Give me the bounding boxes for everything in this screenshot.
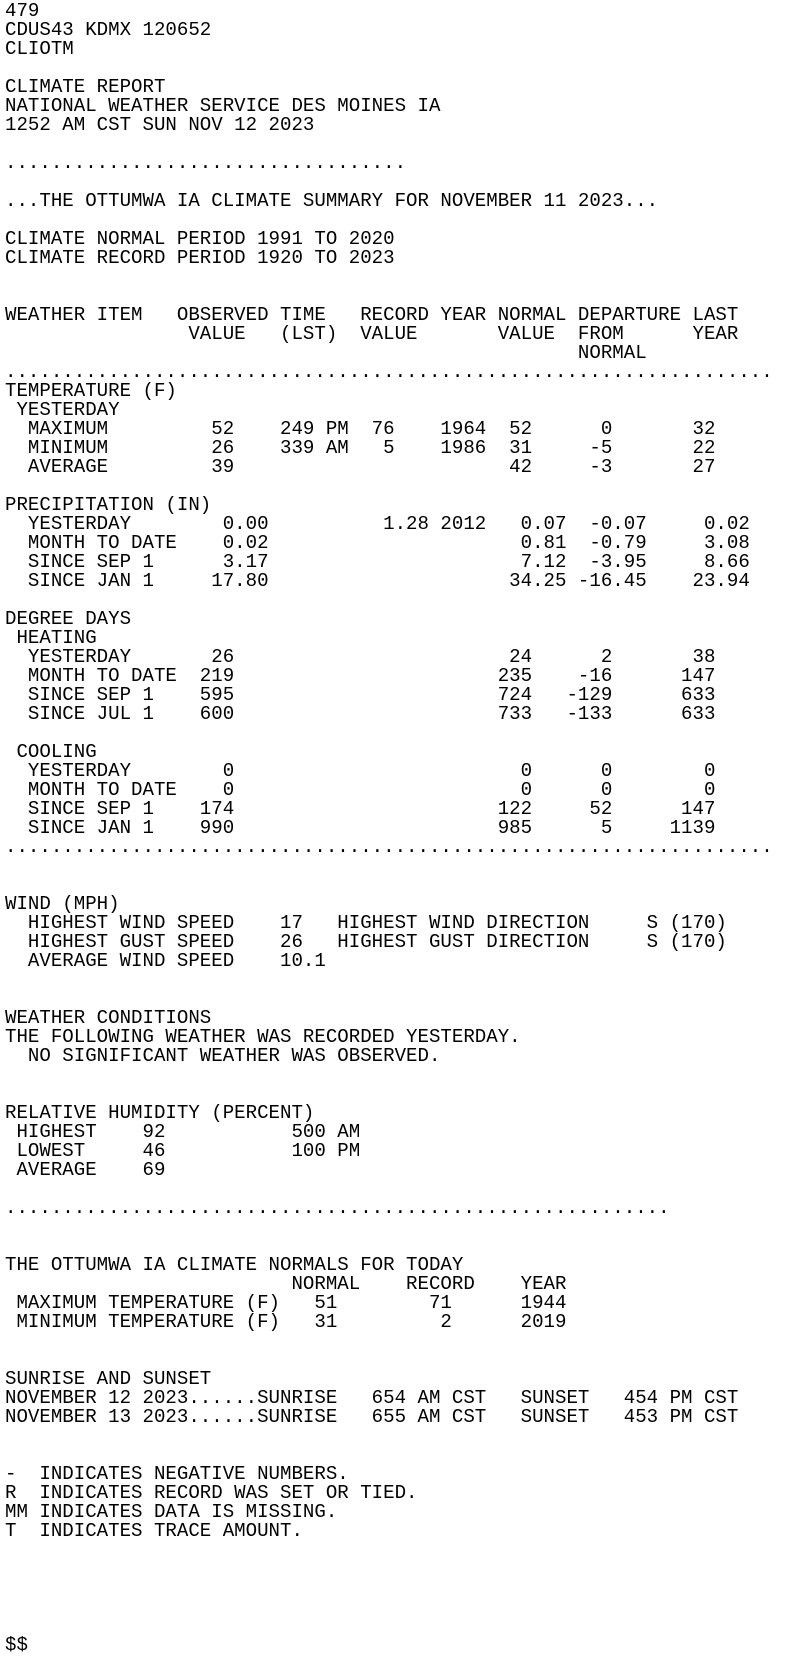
report-line: MM INDICATES DATA IS MISSING. bbox=[5, 1501, 338, 1523]
report-line: DEGREE DAYS bbox=[5, 608, 132, 630]
report-line: MONTH TO DATE 0 0 0 0 bbox=[5, 779, 716, 801]
report-line bbox=[5, 971, 805, 990]
report-line bbox=[5, 876, 805, 895]
report-line: ...THE OTTUMWA IA CLIMATE SUMMARY FOR NOVEMBER 11 2023... bbox=[5, 190, 659, 212]
report-line: .......................................................... bbox=[5, 1197, 670, 1219]
report-line: AVERAGE WIND SPEED 10.1 bbox=[5, 950, 326, 972]
report-line: SINCE JAN 1 17.80 34.25 -16.45 23.94 bbox=[5, 570, 750, 592]
report-line bbox=[5, 1560, 805, 1579]
report-line: CDUS43 KDMX 120652 bbox=[5, 19, 212, 41]
report-line: TEMPERATURE (F) bbox=[5, 380, 177, 402]
report-line: HEATING bbox=[5, 627, 97, 649]
report-line: 479 bbox=[5, 0, 40, 22]
report-line bbox=[5, 724, 805, 743]
report-line: AVERAGE 69 bbox=[5, 1159, 166, 1181]
report-line: 1252 AM CST SUN NOV 12 2023 bbox=[5, 114, 315, 136]
report-line: ................................... bbox=[5, 152, 407, 174]
report-line: HIGHEST 92 500 AM bbox=[5, 1121, 361, 1143]
report-line: COOLING bbox=[5, 741, 97, 763]
report-line bbox=[5, 1579, 805, 1598]
report-line bbox=[5, 268, 805, 287]
report-line: WEATHER ITEM OBSERVED TIME RECORD YEAR NORMAL DEPARTURE LAST bbox=[5, 304, 739, 326]
report-line: ................................................................... bbox=[5, 836, 773, 858]
report-line: SINCE SEP 1 174 122 52 147 bbox=[5, 798, 716, 820]
report-line: MAXIMUM TEMPERATURE (F) 51 71 1944 bbox=[5, 1292, 567, 1314]
report-line: SINCE SEP 1 3.17 7.12 -3.95 8.66 bbox=[5, 551, 750, 573]
report-line: R INDICATES RECORD WAS SET OR TIED. bbox=[5, 1482, 418, 1504]
report-line bbox=[5, 1427, 805, 1446]
report-line: HIGHEST GUST SPEED 26 HIGHEST GUST DIRECTION S (170) bbox=[5, 931, 727, 953]
report-line: NOVEMBER 13 2023......SUNRISE 655 AM CST SUNSET 453 PM CST bbox=[5, 1406, 739, 1428]
report-line: YESTERDAY 26 24 2 38 bbox=[5, 646, 716, 668]
report-line: YESTERDAY 0 0 0 0 bbox=[5, 760, 716, 782]
report-line: YESTERDAY bbox=[5, 399, 120, 421]
report-line: THE OTTUMWA IA CLIMATE NORMALS FOR TODAY bbox=[5, 1254, 464, 1276]
report-line: CLIMATE REPORT bbox=[5, 76, 166, 98]
report-line: LOWEST 46 100 PM bbox=[5, 1140, 361, 1162]
report-line: SINCE JUL 1 600 733 -133 633 bbox=[5, 703, 716, 725]
report-line: CLIOTM bbox=[5, 38, 74, 60]
report-line: ................................................................... bbox=[5, 361, 773, 383]
report-line bbox=[5, 1617, 805, 1636]
report-line: MONTH TO DATE 219 235 -16 147 bbox=[5, 665, 716, 687]
report-line: NORMAL RECORD YEAR bbox=[5, 1273, 567, 1295]
report-line: CLIMATE NORMAL PERIOD 1991 TO 2020 bbox=[5, 228, 395, 250]
report-line: NORMAL bbox=[5, 342, 647, 364]
report-line bbox=[5, 857, 805, 876]
report-line: YESTERDAY 0.00 1.28 2012 0.07 -0.07 0.02 bbox=[5, 513, 750, 535]
report-line bbox=[5, 1598, 805, 1617]
report-line: NO SIGNIFICANT WEATHER WAS OBSERVED. bbox=[5, 1045, 441, 1067]
report-line bbox=[5, 1541, 805, 1560]
report-line: CLIMATE RECORD PERIOD 1920 TO 2023 bbox=[5, 247, 395, 269]
report-line bbox=[5, 1066, 805, 1085]
report-line: SINCE SEP 1 595 724 -129 633 bbox=[5, 684, 716, 706]
report-line: VALUE (LST) VALUE VALUE FROM YEAR bbox=[5, 323, 739, 345]
report-line: SUNRISE AND SUNSET bbox=[5, 1368, 212, 1390]
report-line: AVERAGE 39 42 -3 27 bbox=[5, 456, 716, 478]
report-line: SINCE JAN 1 990 985 5 1139 bbox=[5, 817, 716, 839]
report-line bbox=[5, 1332, 805, 1351]
report-line: MONTH TO DATE 0.02 0.81 -0.79 3.08 bbox=[5, 532, 750, 554]
report-line: RELATIVE HUMIDITY (PERCENT) bbox=[5, 1102, 315, 1124]
report-line: NATIONAL WEATHER SERVICE DES MOINES IA bbox=[5, 95, 441, 117]
report-line: NOVEMBER 12 2023......SUNRISE 654 AM CST SUNSET 454 PM CST bbox=[5, 1387, 739, 1409]
report-line: PRECIPITATION (IN) bbox=[5, 494, 212, 516]
report-line: HIGHEST WIND SPEED 17 HIGHEST WIND DIRECTION S (170) bbox=[5, 912, 727, 934]
report-line: T INDICATES TRACE AMOUNT. bbox=[5, 1520, 303, 1542]
report-line: - INDICATES NEGATIVE NUMBERS. bbox=[5, 1463, 349, 1485]
report-line: MINIMUM 26 339 AM 5 1986 31 -5 22 bbox=[5, 437, 716, 459]
report-line: WIND (MPH) bbox=[5, 893, 120, 915]
report-line bbox=[5, 1218, 805, 1237]
report-line: $$ bbox=[5, 1634, 28, 1656]
report-line: WEATHER CONDITIONS bbox=[5, 1007, 212, 1029]
report-line: MINIMUM TEMPERATURE (F) 31 2 2019 bbox=[5, 1311, 567, 1333]
report-line: THE FOLLOWING WEATHER WAS RECORDED YESTERDAY. bbox=[5, 1026, 521, 1048]
report-line: MAXIMUM 52 249 PM 76 1964 52 0 32 bbox=[5, 418, 716, 440]
